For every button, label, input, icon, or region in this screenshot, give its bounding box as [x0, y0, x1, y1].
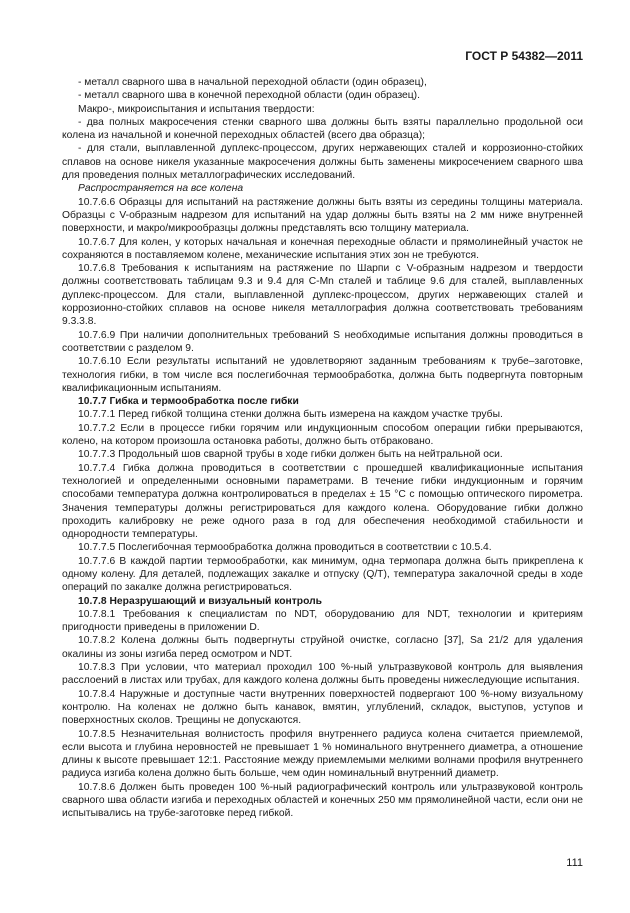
standard-header: ГОСТ Р 54382—2011	[465, 49, 583, 63]
paragraph: 10.7.7.2 Если в процессе гибки горячим или индукционным способом операции гибки прерываются, колено, на котором произошла остановка работы, должно быть отбраковано.	[62, 422, 583, 448]
paragraph: 10.7.6.10 Если результаты испытаний не удовлетворяют заданным требованиям к трубе–заготовке, технология гибки, в том числе вся послегибочная термообработка, должна быть подвергнута повторным квалификационным испытаниям.	[62, 356, 583, 394]
paragraph: Макро-, микроиспытания и испытания твердости:	[78, 103, 315, 115]
italic-note: Распространяется на все колена	[78, 183, 244, 195]
paragraph: - два полных макросечения стенки сварного шва должны быть взяты параллельно продольной оси колена из начальной и конечной переходных областей (всего два образца);	[62, 116, 583, 142]
paragraph: - металл сварного шва в конечной переходной области (один образец).	[78, 90, 420, 102]
section-heading: 10.7.8 Неразрушающий и визуальный контроль	[78, 595, 322, 607]
document-body	[62, 76, 583, 821]
section-heading: 10.7.7 Гибка и термообработка после гибки	[78, 396, 299, 408]
paragraph: 10.7.7.5 Послегибочная термообработка должна проводиться в соответствии с 10.5.4.	[78, 542, 492, 554]
paragraph: 10.7.8.3 При условии, что материал проходил 100 %-ный ультразвуковой контроль для выявления расслоений в листах или трубах, для каждого колена должны быть проведены нижеследующие испытания.	[62, 662, 583, 687]
paragraph: 10.7.7.6 В каждой партии термообработки, как минимум, одна термопара должна быть прикреплена к одному колену. Для деталей, подлежащих закалке и отпуску (Q/T), температура закалочной среды в ходе операций по закалке должна регистрироваться.	[62, 555, 583, 594]
paragraph: - металл сварного шва в начальной переходной области (один образец),	[78, 77, 427, 88]
paragraph: - для стали, выплавленной дуплекс-процессом, других нержавеющих сталей и коррозионно-стойких сплавов на основе никеля указанные макросечения должны быть заменены микросечением сварного шва для проведения полных металлографических исследований.	[62, 143, 583, 182]
paragraph: 10.7.6.6 Образцы для испытаний на растяжение должны быть взяты из середины толщины материала. Образцы с V-образным надрезом для испытаний на удар должны быть взяты на 2 мм ниже внутренней поверхности, и макро/микрообразцы должны представлять всю толщину материала.	[62, 196, 583, 235]
paragraph: 10.7.7.3 Продольный шов сварной трубы в ходе гибки должен быть на нейтральной оси.	[78, 449, 503, 461]
paragraph: 10.7.6.8 Требования к испытаниям на растяжение по Шарпи с V-образным надрезом и твердости должны соответствовать таблицам 9.3 и 9.4 для C-Mn сталей и таблице 9.6 для сталей, выплавленных дуплекс-процессом. Для стали, выплавленной дуплекс-процессом, других нержавеющих сталей и коррозионно-стойких сплавов на основе никеля металлография должна соответствовать требованиям 9.3.3.8.	[62, 263, 583, 328]
paragraph: 10.7.7.1 Перед гибкой толщина стенки должна быть измерена на каждом участке трубы.	[78, 409, 503, 421]
paragraph: 10.7.8.2 Колена должны быть подвергнуты струйной очистке, согласно [37], Sa 21/2 для удаления окалины из зоны изгиба перед осмотром и NDT.	[62, 635, 583, 660]
paragraph: 10.7.8.6 Должен быть проведен 100 %-ный радиографический контроль или ультразвуковой контроль сварного шва области изгиба и переходных областей и конечных 250 мм прямолинейной части, если они не испытывались на трубе-заготовке перед гибкой.	[62, 781, 583, 820]
paragraph: 10.7.6.9 При наличии дополнительных требований S необходимые испытания должны проводиться в соответствии с разделом 9.	[62, 329, 583, 354]
page-number: 111	[566, 857, 583, 869]
paragraph: 10.7.7.4 Гибка должна проводиться в соответствии с прошедшей квалификационные испытания технологией и определенными основными параметрами. В течение гибки индукционным и горячим способами температура должна контролироваться в пределах ± 15 °C с помощью оптического пирометра. Значения температуры должны регистрироваться для каждого колена. Оборудование гибки должно проходить калибровку не реже одного раза в год для обеспечения необходимой стабильности и однородности температуры.	[62, 462, 583, 541]
paragraph: 10.7.8.1 Требования к специалистам по NDT, оборудованию для NDT, технологии и критериям пригодности приведены в приложении D.	[62, 608, 583, 634]
paragraph: 10.7.8.5 Незначительная волнистость профиля внутреннего радиуса колена считается приемлемой, если высота и глубина неровностей не превышает 1 % номинального внутреннего диаметра, а отношение длины к высоте превышает 12:1. Расстояние между приемлемыми мелкими волнами профиля внутреннего радиуса изгиба колена должно быть больше, чем один номинальный внутренний диаметр.	[62, 728, 583, 780]
paragraph: 10.7.8.4 Наружные и доступные части внутренних поверхностей подвергают 100 %-ному визуальному контролю. На коленах не должно быть канавок, вмятин, углублений, складок, выступов, уступов и поверхностных сколов. Трещины не допускаются.	[62, 688, 583, 727]
paragraph: 10.7.6.7 Для колен, у которых начальная и конечная переходные области и прямолинейный участок не сохраняются в поставляемом колене, механические испытания этих зон не требуются.	[62, 236, 583, 261]
